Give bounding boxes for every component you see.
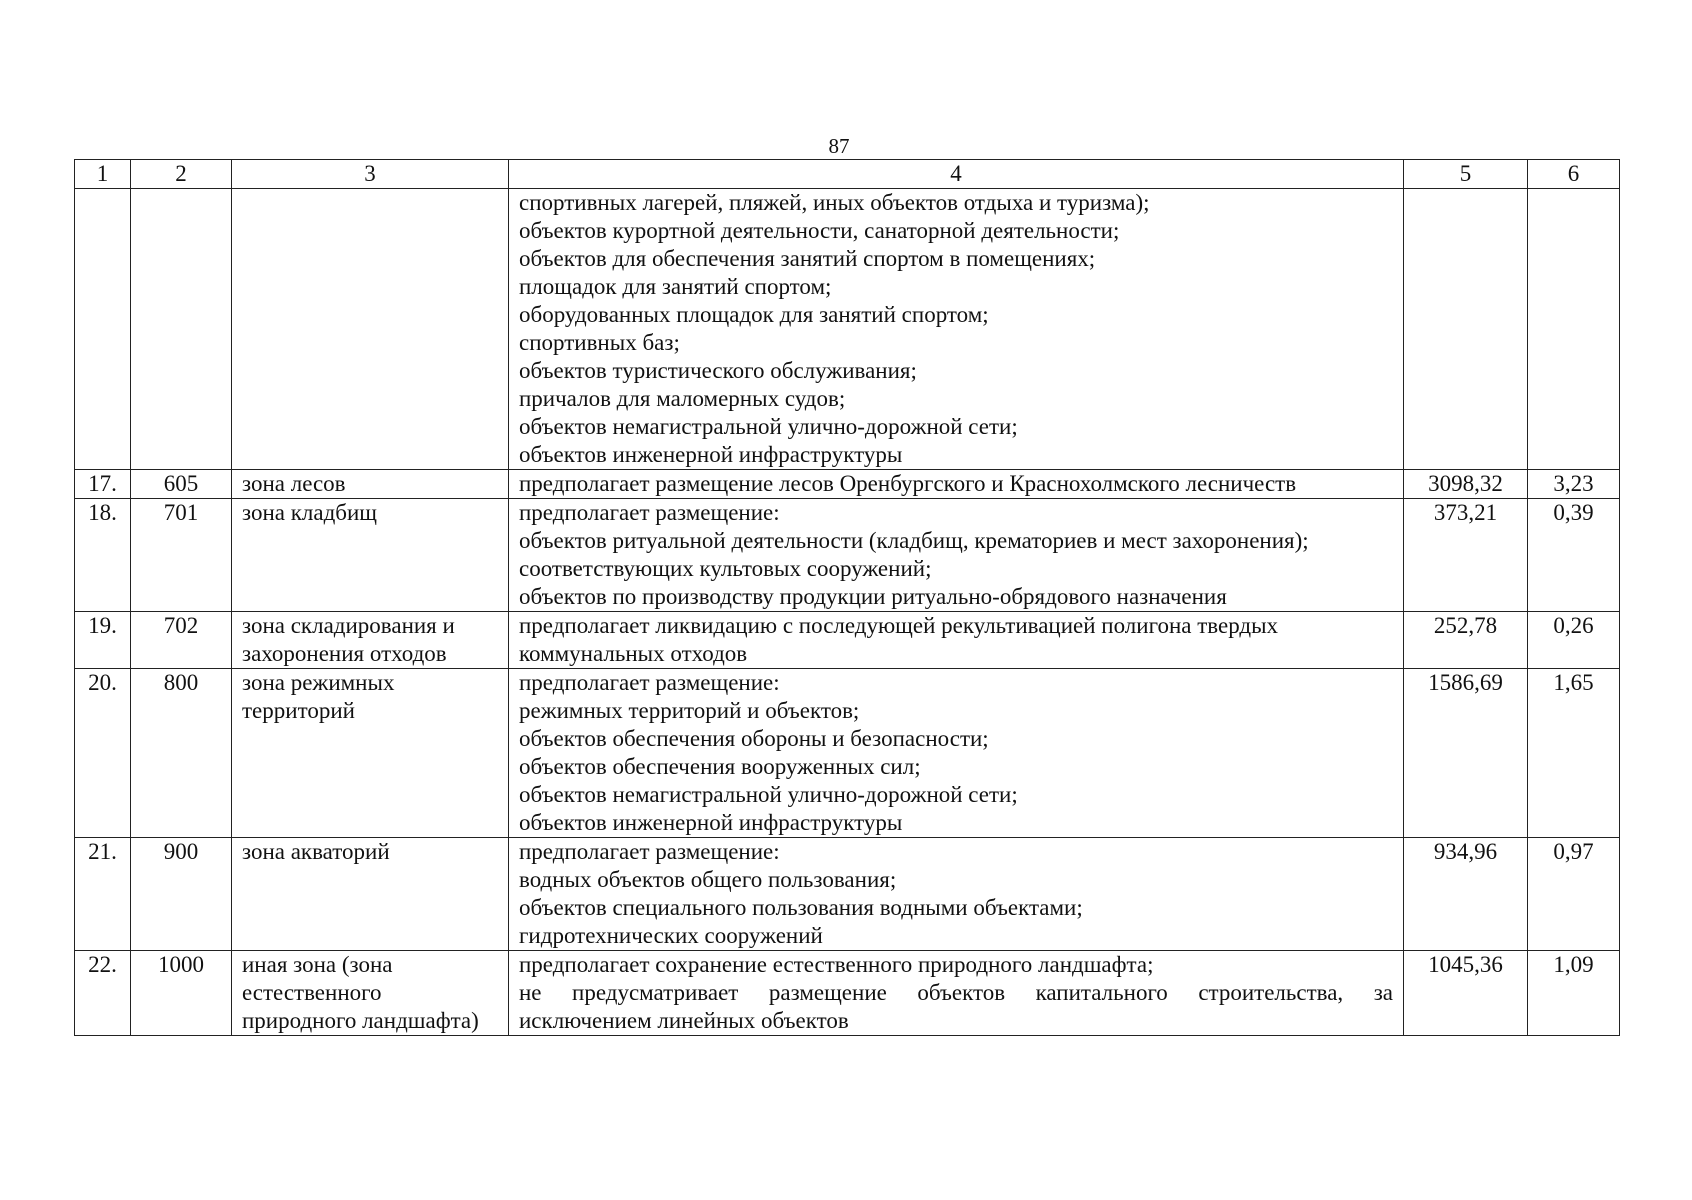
zone-code-cell: 900 [131,838,232,951]
description-line: предполагает ликвидацию с последующей рекультивацией полигона твердых [519,613,1279,638]
table-row [75,951,1620,1036]
zone-code-cell: 800 [131,669,232,838]
column-header-2: 2 [131,160,232,189]
table-row [75,669,1620,838]
percent-cell: 3,23 [1528,470,1620,499]
zone-code-cell: 1000 [131,951,232,1036]
description-line: режимных территорий и объектов; [519,698,860,723]
area-cell: 1586,69 [1404,669,1528,838]
zone-name-line: иная зона (зона [242,952,393,977]
percent-cell: 1,09 [1528,951,1620,1036]
area-cell: 373,21 [1404,499,1528,612]
description-line: объектов инженерной инфраструктуры [519,810,903,835]
table-row [75,189,1620,470]
description-line: не предусматривает размещение объектов капитального строительства, за [519,980,1393,1005]
zone-name-line: зона кладбищ [242,500,378,525]
description-line: объектов инженерной инфраструктуры [519,442,903,467]
zone-name-line: естественного [242,980,382,1005]
zone-name-line: территорий [242,698,355,723]
zone-name-cell [232,612,509,669]
description-line: оборудованных площадок для занятий спортом; [519,302,989,327]
description-line: объектов немагистральной улично-дорожной сети; [519,782,1018,807]
description-line: спортивных лагерей, пляжей, иных объектов отдыха и туризма); [519,190,1150,215]
description-line: коммунальных отходов [519,641,748,666]
percent-cell: 0,97 [1528,838,1620,951]
zone-name-line: зона акваторий [242,839,390,864]
description-line: объектов ритуальной деятельности (кладбищ, крематориев и мест захоронения); [519,528,1309,553]
zone-name-line: зона режимных [242,670,395,695]
description-line: водных объектов общего пользования; [519,867,897,892]
zone-name-line: зона лесов [242,471,346,496]
area-cell: 1045,36 [1404,951,1528,1036]
percent-cell: 1,65 [1528,669,1620,838]
column-header-4: 4 [509,160,1404,189]
table-row [75,838,1620,951]
description-line: предполагает размещение лесов Оренбургского и Краснохолмского лесничеств [519,471,1297,496]
description-line: спортивных баз; [519,330,680,355]
zone-description-cell [509,189,1404,470]
description-line: исключением линейных объектов [519,1008,849,1033]
zone-name-cell [232,951,509,1036]
zone-description-cell [509,951,1404,1036]
table-row [75,499,1620,612]
zoning-table [74,159,1620,1036]
column-header-3: 3 [232,160,509,189]
description-line: предполагает размещение: [519,500,780,525]
description-line: объектов для обеспечения занятий спортом в помещениях; [519,246,1096,271]
description-line: объектов немагистральной улично-дорожной сети; [519,414,1018,439]
table-row [75,612,1620,669]
zone-name-cell [232,470,509,499]
description-line: причалов для маломерных судов; [519,386,846,411]
zone-code-cell [131,189,232,470]
description-line: соответствующих культовых сооружений; [519,556,932,581]
page-number: 87 [828,134,850,158]
zone-name-cell [232,838,509,951]
row-number-cell: 18. [75,499,131,612]
row-number-cell [75,189,131,470]
table-row [75,470,1620,499]
description-line: предполагает размещение: [519,839,780,864]
row-number-cell: 19. [75,612,131,669]
area-cell [1404,189,1528,470]
zone-description-cell [509,669,1404,838]
percent-cell: 0,39 [1528,499,1620,612]
column-header-6: 6 [1528,160,1620,189]
zone-description-cell [509,612,1404,669]
row-number-cell: 20. [75,669,131,838]
zone-name-line: зона складирования и [242,613,455,638]
row-number-cell: 17. [75,470,131,499]
area-cell: 3098,32 [1404,470,1528,499]
zone-code-cell: 605 [131,470,232,499]
description-line: объектов специального пользования водными объектами; [519,895,1083,920]
zone-description-cell [509,499,1404,612]
table-body [75,189,1620,1036]
zone-name-cell [232,189,509,470]
description-line: предполагает размещение: [519,670,780,695]
area-cell: 252,78 [1404,612,1528,669]
zone-description-cell [509,838,1404,951]
column-header-1: 1 [75,160,131,189]
row-number-cell: 22. [75,951,131,1036]
column-header-5: 5 [1404,160,1528,189]
zone-description-cell [509,470,1404,499]
zone-code-cell: 701 [131,499,232,612]
percent-cell: 0,26 [1528,612,1620,669]
table-header-row [75,160,1620,189]
row-number-cell: 21. [75,838,131,951]
zone-name-cell [232,669,509,838]
zone-name-cell [232,499,509,612]
zone-name-line: захоронения отходов [242,641,447,666]
description-line: объектов обеспечения вооруженных сил; [519,754,921,779]
description-line: площадок для занятий спортом; [519,274,832,299]
zone-name-line: природного ландшафта) [242,1008,479,1033]
percent-cell [1528,189,1620,470]
description-line: объектов обеспечения обороны и безопасности; [519,726,989,751]
description-line: объектов по производству продукции ритуально-обрядового назначения [519,584,1227,609]
description-line: гидротехнических сооружений [519,923,823,948]
description-line: предполагает сохранение естественного природного ландшафта; [519,952,1154,977]
zone-code-cell: 702 [131,612,232,669]
area-cell: 934,96 [1404,838,1528,951]
description-line: объектов курортной деятельности, санаторной деятельности; [519,218,1120,243]
description-line: объектов туристического обслуживания; [519,358,917,383]
